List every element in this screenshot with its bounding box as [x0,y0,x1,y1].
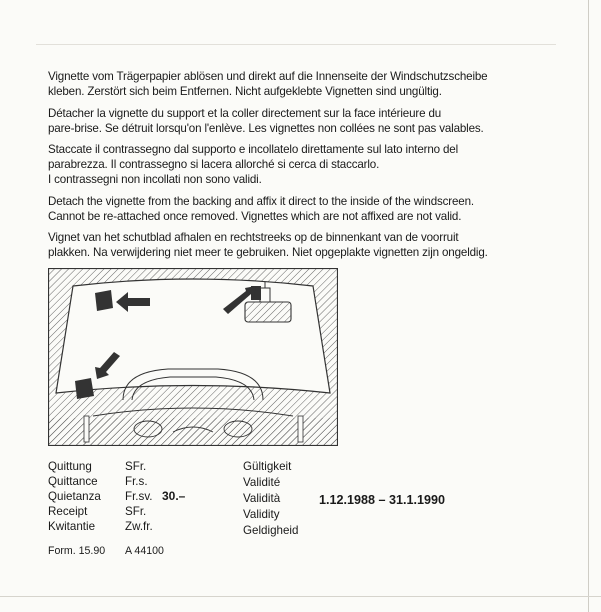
instruction-line: Staccate il contrassegno dal supporto e incollatelo direttamente sul lato interno del [48,143,459,157]
bottom-border [0,596,601,597]
windscreen-illustration [48,268,338,446]
amount-value: 30.– [162,489,186,503]
validity-label: Validity [243,508,280,521]
receipt-label: Receipt [48,505,88,518]
receipt-label: Kwitantie [48,520,96,533]
validity-label: Validità [243,492,281,505]
instruction-french [48,106,538,136]
instruction-line: Vignet van het schutblad afhalen en rechtstreeks op de binnenkant van de voorruit [48,231,459,245]
instruction-line: Vignette vom Trägerpapier ablösen und direkt auf die Innenseite der Windschutzscheibe [48,70,488,83]
receipt-label: Quietanza [48,490,101,503]
receipt-label: Quittance [48,475,98,488]
validity-label: Gültigkeit [243,460,292,473]
right-pillar [298,416,303,442]
left-pillar [84,416,89,442]
currency-label: SFr. [125,460,147,473]
top-border [36,44,556,45]
instruction-italian [48,142,538,187]
form-number: Form. 15.90 [48,545,106,557]
instruction-german [48,69,538,99]
hood-hatching [48,418,338,446]
windscreen-diagram [48,268,338,446]
instruction-line: pare-brise. Se détruit lorsqu'on l'enlève. Les vignettes non collées ne sont pas valables. [48,121,484,135]
validity-label: Validité [243,476,281,489]
instruction-line: parabrezza. Il contrassegno si lacera allorché si cerca di staccarlo. [48,158,380,172]
validity-dates: 1.12.1988 – 31.1.1990 [319,493,446,507]
instruction-dutch [48,230,538,260]
currency-label: SFr. [125,505,147,518]
mirror-mount [260,288,270,302]
vignette-top-left [95,290,113,311]
instruction-line: Detach the vignette from the backing and affix it direct to the inside of the windscreen. [48,194,474,208]
instruction-line: plakken. Na verwijdering niet meer te gebruiken. Niet opgeplakte vignetten zijn ongeldig. [48,246,488,260]
currency-label: Fr.sv. [125,490,153,503]
right-border [588,0,589,612]
vignette-bottom-left [75,378,94,399]
currency-label: Zw.fr. [125,520,153,533]
rear-view-mirror [245,302,291,322]
instruction-line: Détacher la vignette du support et la coller directement sur la face intérieure du [48,106,442,120]
receipt-label: Quittung [48,460,92,473]
validity-label: Geldigheid [243,524,299,537]
form-code: A 44100 [125,545,164,557]
instruction-line: I contrassegni non incollati non sono validi. [48,173,262,187]
instruction-english [48,194,538,224]
instruction-line: kleben. Zerstört sich beim Entfernen. Nicht aufgeklebte Vignetten sind ungültig. [48,85,442,98]
currency-label: Fr.s. [125,475,148,488]
instructions [48,69,538,267]
instruction-line: Cannot be re-attached once removed. Vignettes which are not affixed are not valid. [48,209,462,223]
